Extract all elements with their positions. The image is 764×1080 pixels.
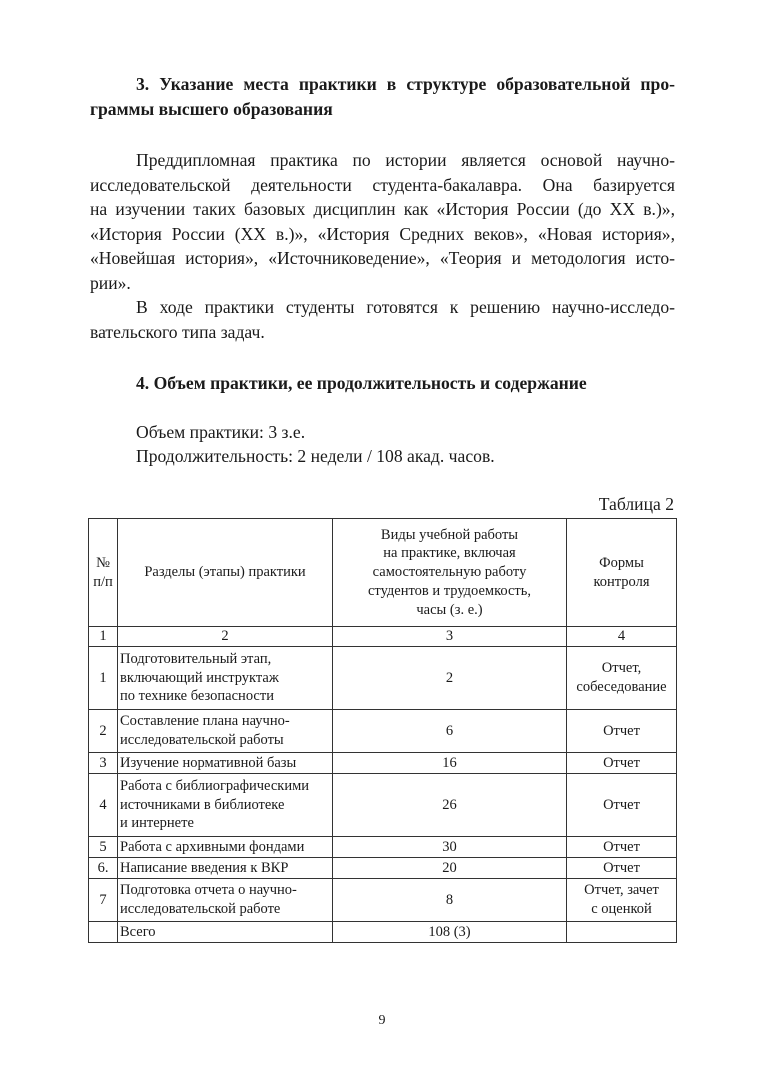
cell-text: собеседование (576, 679, 667, 695)
row-section: Написание введения к ВКР (118, 858, 333, 879)
row-number: 3 (89, 753, 118, 774)
header-text: на практике, включая (383, 545, 516, 562)
header-sections: Разделы (этапы) практики (118, 519, 333, 627)
row-number: 2 (89, 710, 118, 753)
header-text: Формы (599, 554, 644, 571)
header-text: самостоятельную работу (372, 564, 527, 581)
row-number: 6. (89, 858, 118, 879)
total-hours: 108 (3) (333, 922, 567, 943)
row-hours: 20 (333, 858, 567, 879)
heading-line: 3. Указание места практики в структуре образовательной про- (136, 74, 675, 94)
section-3-heading (90, 72, 675, 121)
total-label: Всего (118, 922, 333, 943)
section-3-paragraph-1 (90, 148, 675, 295)
row-number: 5 (89, 837, 118, 858)
cell-text: источниками в библиотеке (120, 796, 285, 813)
column-number: 2 (118, 627, 333, 647)
row-hours: 26 (333, 774, 567, 837)
header-text: студентов и трудоемкость, (368, 582, 531, 599)
cell-text: Составление плана научно- (120, 713, 290, 730)
table-header-row (89, 519, 677, 627)
header-text: № (96, 554, 110, 571)
header-text: Виды учебной работы (380, 526, 519, 543)
row-control (567, 647, 677, 710)
table-total-row (89, 922, 677, 943)
text-line: рии». (90, 272, 131, 293)
header-work-types (333, 519, 567, 627)
cell-text: и интернете (120, 815, 194, 832)
cell-text: по технике безопасности (120, 688, 274, 705)
total-control-empty (567, 922, 677, 943)
header-text: контроля (593, 573, 650, 590)
row-number: 1 (89, 647, 118, 710)
table-caption: Таблица 2 (598, 494, 674, 514)
cell-text: включающий инструктаж (120, 669, 279, 686)
row-section: Изучение нормативной базы (118, 753, 333, 774)
header-control-forms (567, 519, 677, 627)
header-text: п/п (93, 573, 113, 590)
header-text: часы (з. е.) (416, 601, 483, 618)
cell-text: Работа с библиографическими (120, 777, 310, 794)
page-number: 9 (378, 1013, 386, 1028)
row-control: Отчет (567, 710, 677, 753)
table-row (89, 753, 677, 774)
table-row (89, 879, 677, 922)
row-section: Работа с архивными фондами (118, 837, 333, 858)
column-number: 1 (89, 627, 118, 647)
row-number: 7 (89, 879, 118, 922)
text-line: на изучении таких базовых дисциплин как «История России (до XX в.)», (90, 199, 675, 219)
practice-duration: Продолжительность: 2 недели / 108 акад. часов. (136, 446, 495, 466)
text-line: «Новейшая история», «Источниковедение», «Теория и методология исто- (90, 248, 675, 268)
row-control: Отчет (567, 774, 677, 837)
row-hours: 16 (333, 753, 567, 774)
table-row (89, 837, 677, 858)
row-control: Отчет (567, 753, 677, 774)
section-3-paragraph-2 (90, 295, 675, 344)
practice-volume: Объем практики: 3 з.е. (136, 422, 306, 442)
row-section (118, 774, 333, 837)
text-line: Преддипломная практика по истории является основой научно- (136, 150, 675, 170)
cell-text: Подготовительный этап, (120, 650, 272, 667)
table-row (89, 774, 677, 837)
practice-content-table (88, 518, 677, 943)
row-control: Отчет (567, 837, 677, 858)
table-numbering-row (89, 627, 677, 647)
cell-text: Отчет, зачет (584, 882, 659, 899)
cell-text: исследовательской работы (120, 732, 284, 748)
text-line: В ходе практики студенты готовятся к решению научно-исследо- (136, 297, 675, 317)
text-line: исследовательской деятельности студента-бакалавра. Она базируется (90, 174, 675, 195)
row-control (567, 879, 677, 922)
cell-text: исследовательской работе (120, 901, 281, 917)
row-hours: 2 (333, 647, 567, 710)
cell-text: Подготовка отчета о научно- (120, 882, 297, 899)
column-number: 3 (333, 627, 567, 647)
column-number: 4 (567, 627, 677, 647)
table-row (89, 858, 677, 879)
cell-text: Отчет, (601, 660, 642, 677)
row-section (118, 710, 333, 753)
text-line: вательского типа задач. (90, 321, 265, 342)
header-number (89, 519, 118, 627)
row-control: Отчет (567, 858, 677, 879)
text-line: «История России (XX в.)», «История Средних веков», «Новая история», (90, 223, 675, 244)
section-4-heading: 4. Объем практики, ее продолжительность и содержание (136, 373, 587, 393)
row-number: 4 (89, 774, 118, 837)
row-section (118, 647, 333, 710)
total-number-empty (89, 922, 118, 943)
cell-text: с оценкой (591, 901, 652, 917)
table-row (89, 647, 677, 710)
table-row (89, 710, 677, 753)
row-section (118, 879, 333, 922)
row-hours: 6 (333, 710, 567, 753)
row-hours: 30 (333, 837, 567, 858)
heading-line: граммы высшего образования (90, 98, 333, 119)
row-hours: 8 (333, 879, 567, 922)
